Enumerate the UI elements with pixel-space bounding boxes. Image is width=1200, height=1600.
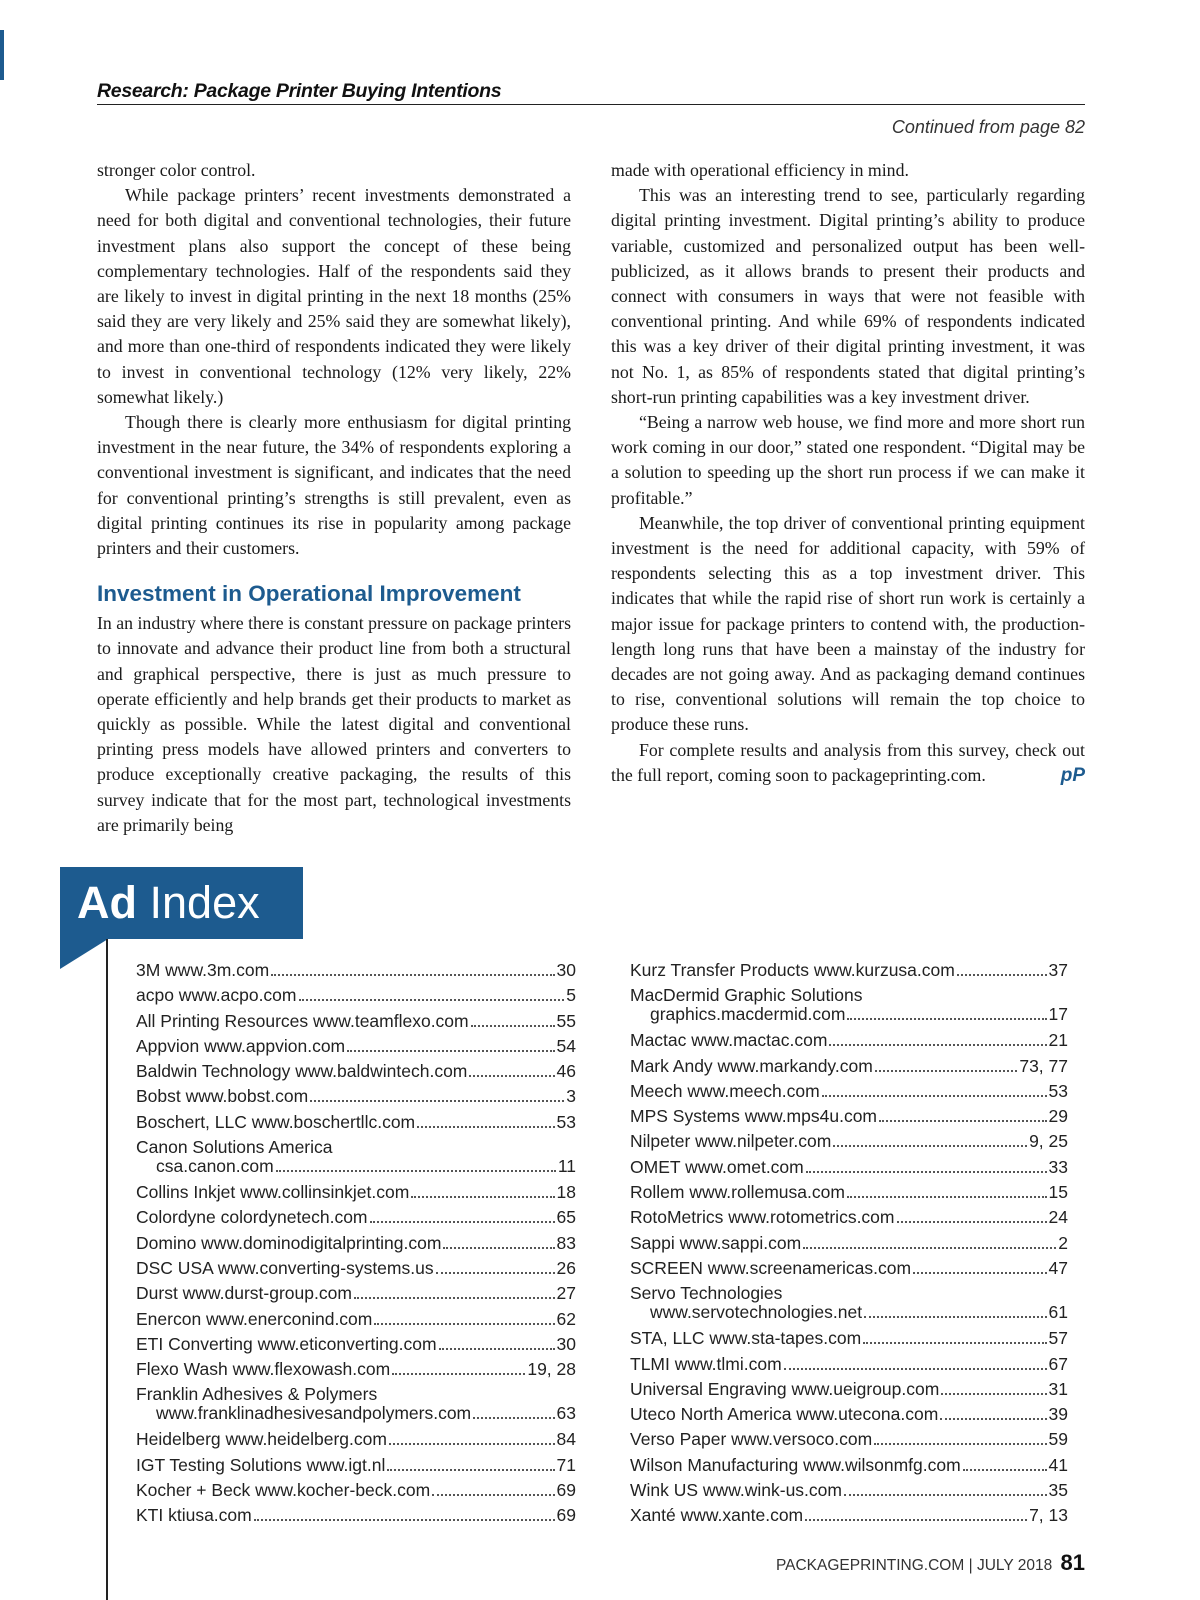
ad-index-entry — [136, 1258, 576, 1283]
ad-index-entry — [136, 1233, 576, 1258]
leader-dots — [822, 1095, 1047, 1097]
ad-index-tab-fold — [60, 939, 108, 969]
leader-dots — [844, 1494, 1047, 1496]
leader-dots — [276, 1170, 556, 1172]
ad-index-entry — [136, 1429, 576, 1454]
ad-company: Colordyne colordynetech.com — [136, 1207, 368, 1228]
leader-dots — [784, 1368, 1047, 1370]
leader-dots — [847, 1196, 1047, 1198]
leader-dots — [392, 1373, 525, 1375]
ad-index-entry — [136, 1182, 576, 1207]
leader-dots — [387, 1469, 554, 1471]
ad-page: 24 — [1048, 1207, 1068, 1228]
ad-company: KTI ktiusa.com — [136, 1505, 252, 1526]
ad-company: All Printing Resources www.teamflexo.com — [136, 1010, 469, 1031]
ad-page: 63 — [556, 1403, 576, 1424]
leader-dots — [847, 1018, 1046, 1020]
leader-dots — [354, 1297, 555, 1299]
ad-index-entry — [630, 1480, 1068, 1505]
ad-index-right-list — [630, 960, 1068, 1531]
ad-page: 57 — [1048, 1328, 1068, 1349]
page-header — [97, 80, 1085, 105]
ad-index-entry — [136, 1359, 576, 1384]
leader-dots — [417, 1126, 554, 1128]
leader-dots — [941, 1393, 1046, 1395]
ad-index-entry — [630, 1354, 1068, 1379]
ad-index-entry — [136, 1061, 576, 1086]
ad-index-entry — [630, 1157, 1068, 1182]
leader-dots — [940, 1418, 1046, 1420]
ad-index-rule — [106, 939, 108, 1600]
pp-logo: pP — [1060, 764, 1085, 786]
ad-page: 41 — [1048, 1454, 1068, 1475]
leader-dots — [473, 1417, 554, 1419]
ad-index-entry — [136, 1334, 576, 1359]
ad-index-entry — [630, 1404, 1068, 1429]
ad-page: 46 — [556, 1061, 576, 1082]
ad-index-entry — [630, 1429, 1068, 1454]
ad-page: 18 — [556, 1182, 576, 1203]
leader-dots — [310, 1100, 564, 1102]
leader-dots — [829, 1044, 1046, 1046]
ad-page: 27 — [556, 1283, 576, 1304]
ad-index-title-bold: Ad — [77, 877, 137, 928]
leader-dots — [469, 1075, 554, 1077]
paragraph: made with operational efficiency in mind. — [611, 160, 909, 180]
footer-issue: JULY 2018 — [976, 1557, 1053, 1574]
ad-index-entry — [630, 1030, 1068, 1055]
ad-page: 9, 25 — [1029, 1131, 1068, 1152]
leader-dots — [436, 1272, 555, 1274]
ad-index-entry — [630, 1505, 1068, 1530]
ad-index-title-light: Index — [149, 877, 260, 928]
leader-dots — [370, 1221, 555, 1223]
ad-company: OMET www.omet.com — [630, 1156, 804, 1177]
ad-page: 47 — [1048, 1257, 1068, 1278]
leader-dots — [347, 1050, 554, 1052]
ad-page: 59 — [1048, 1429, 1068, 1450]
paragraph: stronger color control. — [97, 160, 256, 180]
ad-index-left-list — [136, 960, 576, 1531]
ad-company: Baldwin Technology www.baldwintech.com — [136, 1061, 468, 1082]
ad-index-entry — [630, 960, 1068, 985]
ad-index-entry — [136, 1283, 576, 1308]
footer-separator: | — [968, 1557, 973, 1574]
ad-company: Sappi www.sappi.com — [630, 1232, 802, 1253]
ad-index-entry — [136, 1011, 576, 1036]
ad-company: RotoMetrics www.rotometrics.com — [630, 1207, 895, 1228]
ad-page: 29 — [1048, 1106, 1068, 1127]
leader-dots — [863, 1342, 1046, 1344]
leader-dots — [803, 1247, 1056, 1249]
ad-index-entry — [630, 1106, 1068, 1131]
ad-index-title — [60, 867, 303, 939]
ad-company: Nilpeter www.nilpeter.com — [630, 1131, 832, 1152]
page-footer — [776, 1550, 1085, 1576]
ad-index-entry — [136, 1207, 576, 1232]
ad-page: 5 — [566, 985, 576, 1006]
ad-page: 21 — [1048, 1030, 1068, 1051]
ad-company: Mactac www.mactac.com — [630, 1030, 828, 1051]
ad-company: Universal Engraving www.ueigroup.com — [630, 1378, 940, 1399]
leader-dots — [957, 974, 1047, 976]
ad-page: 26 — [556, 1257, 576, 1278]
leader-dots — [374, 1323, 554, 1325]
ad-index-entry — [630, 1182, 1068, 1207]
ad-company: Kocher + Beck www.kocher-beck.com — [136, 1480, 431, 1501]
ad-company: Meech www.meech.com — [630, 1080, 820, 1101]
leader-dots — [879, 1120, 1047, 1122]
paragraph: Meanwhile, the top driver of conventional printing equipment investment is the need for additional capacity, with 59% of respondents selecting this as a top investment driver. This indicates that while the rapid rise of short run work is certainly a major issue for package printers to contend with, the production-length long runs that have been a mainstay of the industry for decades are not going away. And as packaging demand continues to rise, conventional solutions will remain the top choice to produce these runs. — [611, 512, 1085, 735]
ad-company: Rollem www.rollemusa.com — [630, 1182, 845, 1203]
ad-page: 33 — [1048, 1156, 1068, 1177]
ad-company: MacDermid Graphic Solutions — [630, 985, 863, 1006]
ad-company: Canon Solutions America — [136, 1137, 333, 1158]
section-title: Research: Package Printer Buying Intentions — [97, 80, 502, 102]
ad-url: www.franklinadhesivesandpolymers.com — [156, 1403, 472, 1424]
ad-company: Boschert, LLC www.boschertllc.com — [136, 1111, 416, 1132]
ad-index-entry — [630, 1081, 1068, 1106]
ad-page: 61 — [1048, 1302, 1068, 1323]
edge-marker — [0, 30, 4, 80]
ad-page: 31 — [1048, 1378, 1068, 1399]
ad-company: Bobst www.bobst.com — [136, 1086, 309, 1107]
ad-company: IGT Testing Solutions www.igt.nl — [136, 1454, 386, 1475]
ad-company: Uteco North America www.utecona.com — [630, 1404, 939, 1425]
ad-company: acpo www.acpo.com — [136, 985, 297, 1006]
leader-dots — [271, 974, 554, 976]
article-left-column — [97, 158, 571, 838]
leader-dots — [833, 1145, 1027, 1147]
ad-url: www.servotechnologies.net — [650, 1302, 863, 1323]
leader-dots — [897, 1221, 1047, 1223]
ad-page: 84 — [556, 1429, 576, 1450]
ad-company: Wilson Manufacturing www.wilsonmfg.com — [630, 1454, 961, 1475]
paragraph: In an industry where there is constant pressure on package printers to innovate and advance their product line from both a structural and graphical perspective, there is just as much pressure to operate efficiently and help brands get their products to market as quickly as possible. While the latest digital and conventional printing press models have allowed printers and converters to produce exceptionally creative packaging, the results of this survey indicate that for the most part, technological investments are primarily being — [97, 613, 572, 835]
leader-dots — [299, 999, 565, 1001]
paragraph: This was an interesting trend to see, particularly regarding digital printing investment. Digital printing’s ability to produce variable, customized and personalized output has been well-publicized, as it allows brands to present their products and connect with consumers in ways that were not feasible with conventional printing. And while 69% of respondents indicated this was a key driver of their digital printing investment, it was not No. 1, as 85% of respondents stated that digital printing’s short-run printing capabilities was a key investment driver. — [611, 185, 1085, 407]
ad-index-entry — [136, 1036, 576, 1061]
ad-page: 83 — [556, 1232, 576, 1253]
ad-index-entry — [136, 1309, 576, 1334]
paragraph: “Being a narrow web house, we find more and more short run work coming in our door,” stated one respondent. “Digital may be a solution to speeding up the short run process if we can make it profitable.” — [611, 412, 1085, 508]
page-number: 81 — [1060, 1550, 1085, 1575]
ad-company: Franklin Adhesives & Polymers — [136, 1384, 378, 1405]
ad-company: Durst www.durst-group.com — [136, 1283, 352, 1304]
ad-index-entry — [136, 1505, 576, 1530]
ad-page: 54 — [556, 1035, 576, 1056]
ad-page: 69 — [556, 1480, 576, 1501]
leader-dots — [443, 1247, 554, 1249]
leader-dots — [439, 1348, 555, 1350]
ad-page: 37 — [1048, 960, 1068, 980]
footer-site: PACKAGEPRINTING.COM — [775, 1557, 965, 1574]
paragraph: Though there is clearly more enthusiasm for digital printing investment in the near future, the 34% of respondents exploring a conventional investment is significant, and indicates that the need for conventional printing’s strengths is still prevalent, even as digital printing continues its rise in popularity among package printers and their customers. — [97, 412, 571, 559]
leader-dots — [389, 1443, 555, 1445]
ad-company: Heidelberg www.heidelberg.com — [136, 1429, 387, 1450]
leader-dots — [432, 1494, 554, 1496]
ad-company: Domino www.dominodigitalprinting.com — [136, 1232, 442, 1253]
ad-page: 11 — [557, 1156, 576, 1177]
ad-company: Mark Andy www.markandy.com — [630, 1055, 873, 1076]
ad-company: Xanté www.xante.com — [630, 1505, 804, 1526]
ad-page: 53 — [1048, 1080, 1068, 1101]
leader-dots — [874, 1443, 1046, 1445]
ad-url: graphics.macdermid.com — [650, 1004, 846, 1025]
closing-text: For complete results and analysis from this survey, check out the full report, coming soon to packageprinting.com. — [611, 739, 1085, 785]
ad-index-entry — [136, 1455, 576, 1480]
ad-index-entry — [630, 1233, 1068, 1258]
ad-company: Flexo Wash www.flexowash.com — [136, 1359, 391, 1380]
ad-page: 3 — [566, 1086, 576, 1107]
ad-index-entry — [630, 1207, 1068, 1232]
leader-dots — [963, 1469, 1047, 1471]
ad-page: 15 — [1048, 1182, 1068, 1203]
leader-dots — [411, 1196, 554, 1198]
ad-company: STA, LLC www.sta-tapes.com — [630, 1328, 862, 1349]
ad-page: 39 — [1048, 1404, 1068, 1425]
ad-page: 53 — [556, 1111, 576, 1132]
ad-page: 30 — [556, 960, 576, 980]
ad-company: Appvion www.appvion.com — [136, 1035, 346, 1056]
ad-company: MPS Systems www.mps4u.com — [630, 1106, 877, 1127]
ad-index-entry — [136, 1086, 576, 1111]
ad-page: 62 — [556, 1308, 576, 1329]
ad-company: DSC USA www.converting-systems.us — [136, 1257, 434, 1278]
leader-dots — [875, 1070, 1018, 1072]
ad-company: Collins Inkjet www.collinsinkjet.com — [136, 1182, 410, 1203]
ad-index-entry — [136, 985, 576, 1010]
ad-index-entry — [630, 1328, 1068, 1353]
ad-company: Verso Paper www.versoco.com — [630, 1429, 873, 1450]
ad-index-entry — [630, 1283, 1068, 1328]
ad-index-entry — [630, 1455, 1068, 1480]
ad-page: 71 — [556, 1454, 576, 1475]
ad-company: Servo Technologies — [630, 1283, 783, 1304]
ad-index-entry — [630, 985, 1068, 1030]
paragraph-final — [611, 738, 1085, 788]
ad-index-entry — [136, 960, 576, 985]
ad-index-entry — [136, 1384, 576, 1429]
ad-company: Kurz Transfer Products www.kurzusa.com — [630, 960, 955, 980]
leader-dots — [864, 1316, 1046, 1318]
ad-index-entry — [136, 1137, 576, 1182]
leader-dots — [913, 1272, 1046, 1274]
ad-index-entry — [630, 1379, 1068, 1404]
ad-url: csa.canon.com — [156, 1156, 274, 1177]
ad-page: 73, 77 — [1019, 1055, 1068, 1076]
ad-company: ETI Converting www.eticonverting.com — [136, 1333, 437, 1354]
ad-page: 55 — [556, 1010, 576, 1031]
ad-page: 2 — [1058, 1232, 1068, 1253]
ad-index-entry — [630, 1258, 1068, 1283]
ad-page: 19, 28 — [527, 1359, 576, 1380]
ad-company: TLMI www.tlmi.com — [630, 1353, 782, 1374]
ad-index-entry — [630, 1056, 1068, 1081]
ad-index-entry — [136, 1112, 576, 1137]
ad-page: 7, 13 — [1029, 1505, 1068, 1526]
ad-company: Enercon www.enerconind.com — [136, 1308, 373, 1329]
ad-index-entry — [630, 1131, 1068, 1156]
ad-page: 65 — [556, 1207, 576, 1228]
ad-page: 69 — [556, 1505, 576, 1526]
paragraph: While package printers’ recent investments demonstrated a need for both digital and conventional technologies, their future investment plans also support the concept of these being complementary technologies. Half of the respondents said they are likely to invest in digital printing in the next 18 months (25% said they are very likely and 25% said they are somewhat likely), and more than one-third of respondents indicated they were likely to invest in conventional technology (12% very likely, 22% somewhat likely.) — [97, 185, 571, 407]
leader-dots — [806, 1171, 1047, 1173]
leader-dots — [805, 1519, 1027, 1521]
ad-company: Wink US www.wink-us.com — [630, 1480, 842, 1501]
leader-dots — [254, 1519, 555, 1521]
article-right-column — [611, 158, 1085, 788]
continued-note: Continued from page 82 — [891, 117, 1085, 137]
leader-dots — [471, 1025, 555, 1027]
ad-page: 67 — [1048, 1353, 1068, 1374]
ad-company: 3M www.3m.com — [136, 960, 270, 980]
ad-index-entry — [136, 1480, 576, 1505]
section-heading: Investment in Operational Improvement — [97, 581, 521, 607]
ad-page: 35 — [1048, 1480, 1068, 1501]
ad-company: SCREEN www.screenamericas.com — [630, 1257, 912, 1278]
ad-page: 30 — [556, 1333, 576, 1354]
ad-page: 17 — [1048, 1004, 1068, 1025]
